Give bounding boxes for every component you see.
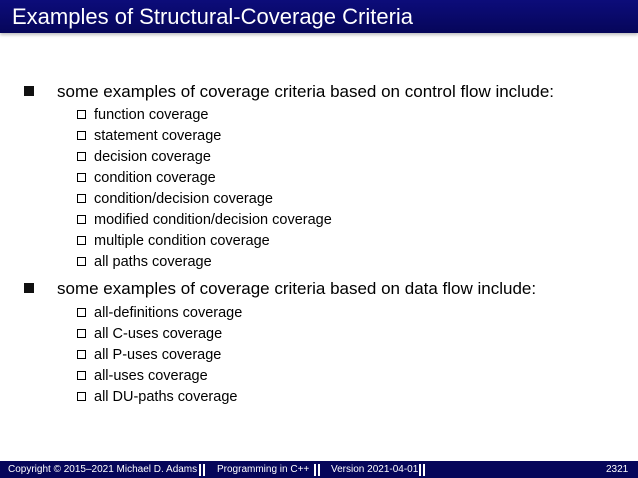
hollow-square-icon: [77, 173, 86, 182]
hollow-square-icon: [77, 329, 86, 338]
hollow-square-icon: [77, 131, 86, 140]
footer-separator-icon: [199, 464, 205, 476]
bullet-text: some examples of coverage criteria based on control flow include:: [57, 82, 555, 101]
footer-course: Programming in C++: [217, 464, 310, 475]
hollow-square-icon: [77, 371, 86, 380]
list-item-text: all-uses coverage: [94, 368, 208, 384]
hollow-square-icon: [77, 215, 86, 224]
list-item-text: condition/decision coverage: [94, 191, 273, 207]
footer-copyright: Copyright © 2015–2021 Michael D. Adams: [8, 464, 198, 475]
hollow-square-icon: [77, 194, 86, 203]
bullet-square-icon: [24, 86, 34, 96]
hollow-square-icon: [77, 308, 86, 317]
list-item-text: all DU-paths coverage: [94, 389, 238, 405]
list-item-text: all paths coverage: [94, 254, 212, 270]
list-item-text: decision coverage: [94, 149, 211, 165]
hollow-square-icon: [77, 350, 86, 359]
list-item-text: modified condition/decision coverage: [94, 212, 332, 228]
slide-title: Examples of Structural-Coverage Criteria: [12, 4, 414, 29]
hollow-square-icon: [77, 392, 86, 401]
list-item-text: all-definitions coverage: [94, 305, 243, 321]
list-item-text: all P-uses coverage: [94, 347, 222, 363]
list-item-text: condition coverage: [94, 170, 216, 186]
hollow-square-icon: [77, 257, 86, 266]
list-item-text: statement coverage: [94, 128, 222, 144]
list-item-text: multiple condition coverage: [94, 233, 270, 249]
hollow-square-icon: [77, 236, 86, 245]
hollow-square-icon: [77, 110, 86, 119]
list-item-text: function coverage: [94, 107, 209, 123]
footer-separator-icon: [314, 464, 320, 476]
bullet-text: some examples of coverage criteria based on data flow include:: [57, 279, 537, 298]
footer-bar: [0, 461, 638, 478]
footer-separator-icon: [419, 464, 425, 476]
hollow-square-icon: [77, 152, 86, 161]
list-item-text: all C-uses coverage: [94, 326, 223, 342]
footer-version: Version 2021-04-01: [331, 464, 419, 475]
page-number: 2321: [606, 464, 629, 475]
bullet-square-icon: [24, 283, 34, 293]
